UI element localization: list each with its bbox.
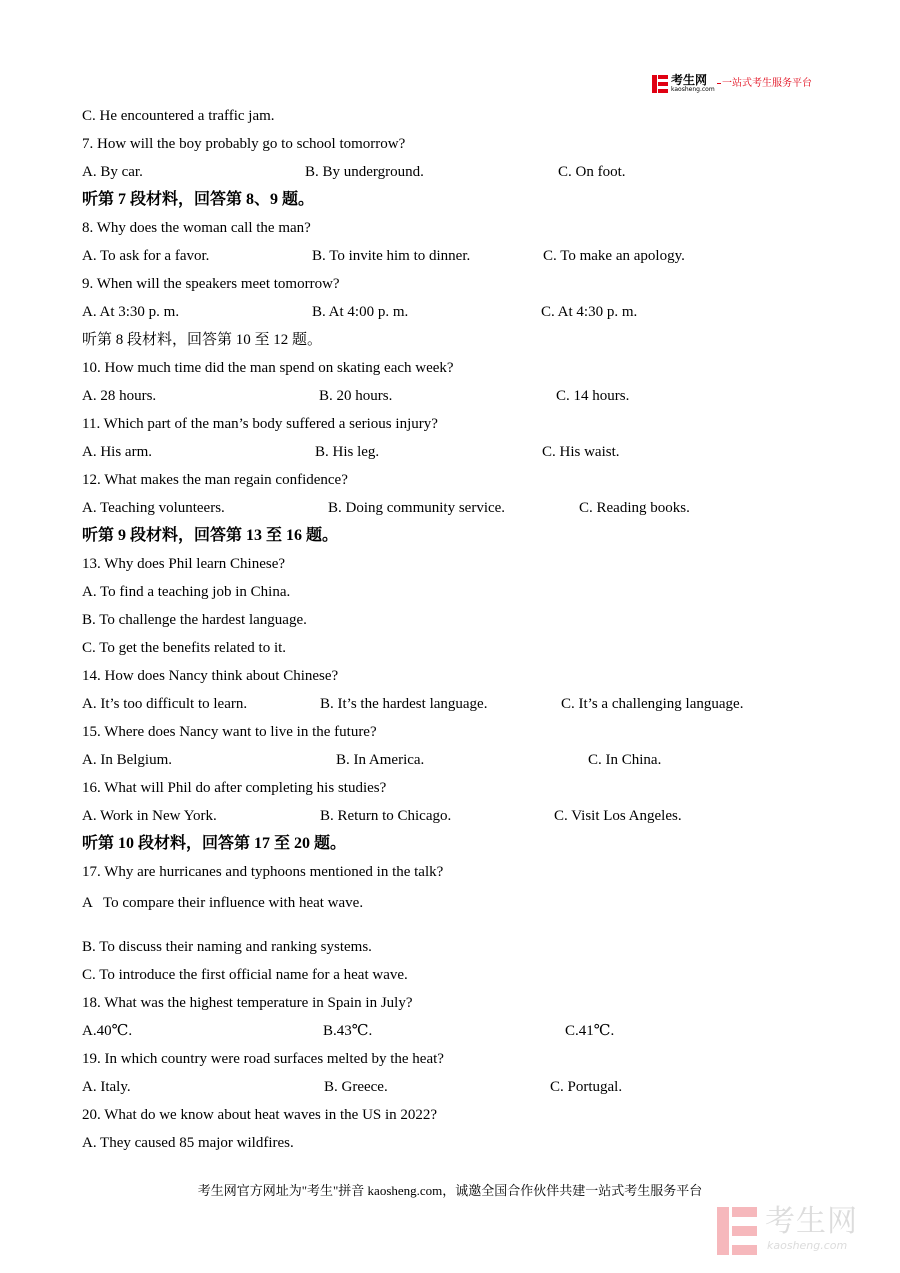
option-c: C. 14 hours. — [556, 388, 630, 404]
option-a: A. To find a teaching job in China. — [82, 584, 291, 600]
option-a: A. Teaching volunteers. — [82, 500, 225, 516]
question-line: 14. How does Nancy think about Chinese? — [82, 668, 339, 684]
watermark-logo — [717, 1205, 877, 1257]
option-a: A. Italy. — [82, 1079, 131, 1095]
option-b: B. It’s the hardest language. — [320, 696, 488, 712]
option-b: B. His leg. — [315, 444, 380, 460]
option-b: B. To invite him to dinner. — [312, 248, 471, 264]
question-line: 18. What was the highest temperature in Spain in July? — [82, 995, 413, 1011]
option-b: B. To challenge the hardest language. — [82, 612, 307, 628]
logo-separator — [717, 83, 721, 84]
option-a: A To compare their influence with heat wave. — [82, 895, 364, 911]
option-c: C.41℃. — [565, 1023, 615, 1039]
logo-slogan: 一站式考生服务平台 — [722, 78, 812, 89]
option-line: C. He encountered a traffic jam. — [82, 108, 275, 124]
question-line: 8. Why does the woman call the man? — [82, 220, 311, 236]
option-c: C. In China. — [588, 752, 662, 768]
question-line: 10. How much time did the man spend on skating each week? — [82, 360, 454, 376]
option-a: A. Work in New York. — [82, 808, 217, 824]
option-a: A. They caused 85 major wildfires. — [82, 1135, 294, 1151]
option-b: B. To discuss their naming and ranking systems. — [82, 939, 372, 955]
watermark-domain: kaosheng.com — [767, 1239, 848, 1252]
header-logo — [652, 74, 822, 96]
option-b: B. By underground. — [305, 164, 424, 180]
question-line: 15. Where does Nancy want to live in the future? — [82, 724, 377, 740]
option-b: B. Return to Chicago. — [320, 808, 452, 824]
page-footer: 考生网官方网址为"考生"拼音 kaosheng.com，诚邀全国合作伙伴共建一站式考生服务平台 — [197, 1183, 703, 1198]
option-c: C. On foot. — [558, 164, 626, 180]
question-line: 7. How will the boy probably go to school tomorrow? — [82, 136, 406, 152]
question-line: 12. What makes the man regain confidence? — [82, 472, 348, 488]
question-line: 19. In which country were road surfaces melted by the heat? — [82, 1051, 444, 1067]
option-b: B.43℃. — [323, 1023, 373, 1039]
option-a: A. To ask for a favor. — [82, 248, 210, 264]
question-line: 16. What will Phil do after completing his studies? — [82, 780, 387, 796]
logo-domain: kaosheng.com — [671, 86, 715, 93]
option-c: C. Reading books. — [579, 500, 690, 516]
option-a: A. It’s too difficult to learn. — [82, 696, 248, 712]
option-c: C. His waist. — [542, 444, 620, 460]
section-heading: 听第 9 段材料，回答第 13 至 16 题。 — [82, 527, 339, 544]
option-c: C. At 4:30 p. m. — [541, 304, 638, 320]
option-b: B. At 4:00 p. m. — [312, 304, 409, 320]
option-c: C. To introduce the first official name for a heat wave. — [82, 967, 408, 983]
option-a: A. His arm. — [82, 444, 152, 460]
option-c: C. Visit Los Angeles. — [554, 808, 682, 824]
section-heading: 听第 10 段材料，回答第 17 至 20 题。 — [82, 835, 347, 852]
question-line: 9. When will the speakers meet tomorrow? — [82, 276, 340, 292]
option-b: B. Greece. — [324, 1079, 388, 1095]
logo-name: 考生网 — [671, 73, 708, 87]
option-c: C. Portugal. — [550, 1079, 623, 1095]
watermark-name: 考生网 — [765, 1204, 858, 1239]
question-line: 11. Which part of the man’s body suffered a serious injury? — [82, 416, 438, 432]
option-c: C. It’s a challenging language. — [561, 696, 744, 712]
section-heading: 听第 8 段材料，回答第 10 至 12 题。 — [82, 332, 323, 348]
option-a: A.40℃. — [82, 1023, 133, 1039]
question-line: 20. What do we know about heat waves in the US in 2022? — [82, 1107, 438, 1123]
option-b: B. Doing community service. — [328, 500, 506, 516]
option-c: C. To make an apology. — [543, 248, 685, 264]
option-b: B. 20 hours. — [319, 388, 393, 404]
question-line: 17. Why are hurricanes and typhoons mentioned in the talk? — [82, 864, 444, 880]
option-a: A. 28 hours. — [82, 388, 157, 404]
option-a: A. At 3:30 p. m. — [82, 304, 180, 320]
section-heading: 听第 7 段材料，回答第 8、9 题。 — [82, 191, 315, 208]
option-b: B. In America. — [336, 752, 425, 768]
logo-icon — [652, 75, 668, 93]
option-a: A. In Belgium. — [82, 752, 172, 768]
option-a: A. By car. — [82, 164, 143, 180]
option-c: C. To get the benefits related to it. — [82, 640, 287, 656]
watermark-icon — [717, 1207, 757, 1255]
question-line: 13. Why does Phil learn Chinese? — [82, 556, 286, 572]
